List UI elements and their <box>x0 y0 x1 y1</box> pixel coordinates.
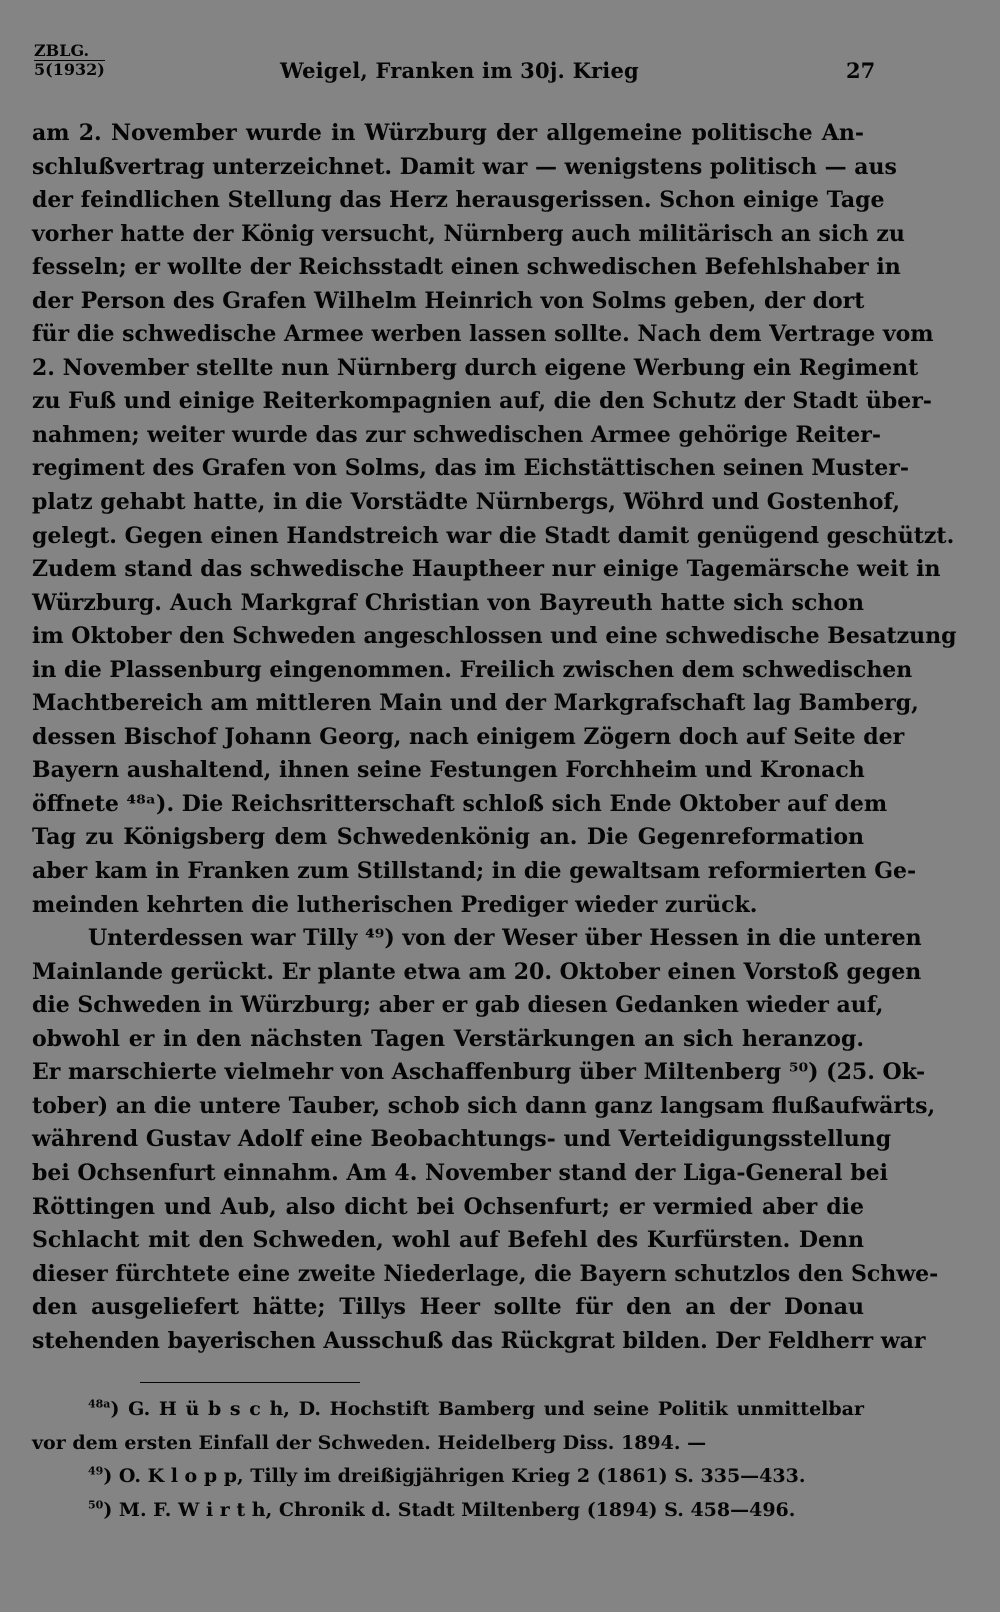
footnote-marker: 50 <box>88 1498 104 1512</box>
text-line: schlußvertrag unterzeichnet. Damit war — wenigstens politisch — aus <box>32 153 897 180</box>
footnote-line: vor dem ersten Einfall der Schweden. Heidelberg Diss. 1894. — <box>32 1431 707 1454</box>
text-line: obwohl er in den nächsten Tagen Verstärkungen an sich heranzog. <box>32 1025 864 1052</box>
text-line: öffnete ⁴⁸ᵃ). Die Reichsritterschaft schloß sich Ende Oktober auf dem <box>32 790 888 817</box>
text-line: regiment des Grafen von Solms, das im Eichstättischen seinen Muster- <box>32 455 910 482</box>
text-line: tober) an die untere Tauber, schob sich dann ganz langsam flußaufwärts, <box>32 1092 936 1119</box>
text-line: vorher hatte der König versucht, Nürnberg auch militärisch an sich zu <box>32 220 905 247</box>
journal-volume: 5(1932) <box>34 60 105 79</box>
text-line: stehenden bayerischen Ausschuß das Rückgrat bilden. Der Feldherr war <box>32 1327 926 1354</box>
footnote-separator <box>140 1382 360 1383</box>
text-line: dessen Bischof Johann Georg, nach einigem Zögern doch auf Seite der <box>32 723 905 750</box>
paragraph-2 <box>32 922 939 1358</box>
footnote-text: ) G. H ü b s c h, D. Hochstift Bamberg und seine Politik unmittelbar <box>110 1398 864 1420</box>
text-line: Er marschierte vielmehr von Aschaffenburg über Miltenberg ⁵⁰) (25. Ok- <box>32 1059 926 1086</box>
text-line: 2. November stellte nun Nürnberg durch eigene Werbung ein Regiment <box>32 354 919 381</box>
text-line: zu Fuß und einige Reiterkompagnien auf, die den Schutz der Stadt über- <box>32 388 932 415</box>
text-line: Tag zu Königsberg dem Schwedenkönig an. Die Gegenreformation <box>32 824 864 851</box>
text-line: die Schweden in Würzburg; aber er gab diesen Gedanken wieder auf, <box>32 992 884 1019</box>
footnote-line <box>32 1494 864 1528</box>
text-line: meinden kehrten die lutherischen Prediger wieder zurück. <box>32 891 758 918</box>
footnote-50 <box>32 1494 864 1528</box>
text-line: gelegt. Gegen einen Handstreich war die Stadt damit genügend geschützt. <box>32 522 955 549</box>
footnote-line <box>32 1460 864 1494</box>
text-line: Machtbereich am mittleren Main und der Markgrafschaft lag Bamberg, <box>32 690 919 717</box>
text-line: Würzburg. Auch Markgraf Christian von Bayreuth hatte sich schon <box>32 589 864 616</box>
text-line: Schlacht mit den Schweden, wohl auf Befehl des Kurfürsten. Denn <box>32 1227 864 1254</box>
text-line: Röttingen und Aub, also dicht bei Ochsenfurt; er vermied aber die <box>32 1193 864 1220</box>
text-line: Zudem stand das schwedische Hauptheer nur einige Tagemärsche weit in <box>32 556 941 583</box>
text-line: nahmen; weiter wurde das zur schwedischen Armee gehörige Reiter- <box>32 421 882 448</box>
text-line: bei Ochsenfurt einnahm. Am 4. November stand der Liga-General bei <box>32 1159 888 1186</box>
body-text <box>32 117 957 1358</box>
journal-abbreviation: ZBLG. <box>34 41 90 60</box>
journal-reference <box>34 42 105 79</box>
text-line: in die Plassenburg eingenommen. Freilich zwischen dem schwedischen <box>32 656 913 683</box>
text-line: Unterdessen war Tilly ⁴⁹) von der Weser über Hessen in die unteren <box>88 925 922 952</box>
text-line: platz gehabt hatte, in die Vorstädte Nürnbergs, Wöhrd und Gostenhof, <box>32 489 901 516</box>
footnote-48a <box>32 1393 864 1460</box>
page-number: 27 <box>846 58 876 83</box>
text-line: der Person des Grafen Wilhelm Heinrich von Solms geben, der dort <box>32 287 865 314</box>
footnotes <box>32 1393 864 1527</box>
paragraph-1 <box>32 117 957 922</box>
text-line: dieser fürchtete eine zweite Niederlage, die Bayern schutzlos den Schwe- <box>32 1260 939 1287</box>
footnote-marker: 48a <box>88 1397 111 1411</box>
text-line: Mainlande gerückt. Er plante etwa am 20. Oktober einen Vorstoß gegen <box>32 958 922 985</box>
text-line: der feindlichen Stellung das Herz herausgerissen. Schon einige Tage <box>32 187 885 214</box>
text-line: fesseln; er wollte der Reichsstadt einen schwedischen Befehlshaber in <box>32 254 901 281</box>
text-line: am 2. November wurde in Würzburg der allgemeine politische An- <box>32 120 864 146</box>
footnote-line <box>32 1393 864 1427</box>
running-title: Weigel, Franken im 30j. Krieg <box>280 58 639 83</box>
text-line: den ausgeliefert hätte; Tillys Heer sollte für den an der Donau <box>32 1294 864 1321</box>
footnote-marker: 49 <box>88 1464 104 1478</box>
text-line: aber kam in Franken zum Stillstand; in die gewaltsam reformierten Ge- <box>32 858 917 885</box>
footnote-text: ) M. F. W i r t h, Chronik d. Stadt Miltenberg (1894) S. 458—496. <box>103 1498 796 1521</box>
text-line: während Gustav Adolf eine Beobachtungs- und Verteidigungsstellung <box>32 1126 892 1153</box>
footnote-text: ) O. K l o p p, Tilly im dreißigjährigen Krieg 2 (1861) S. 335—433. <box>103 1465 806 1487</box>
text-line: Bayern aushaltend, ihnen seine Festungen Forchheim und Kronach <box>32 757 865 784</box>
text-line: für die schwedische Armee werben lassen sollte. Nach dem Vertrage vom <box>32 321 934 348</box>
text-line: im Oktober den Schweden angeschlossen und eine schwedische Besatzung <box>32 623 957 650</box>
footnote-49 <box>32 1460 864 1494</box>
